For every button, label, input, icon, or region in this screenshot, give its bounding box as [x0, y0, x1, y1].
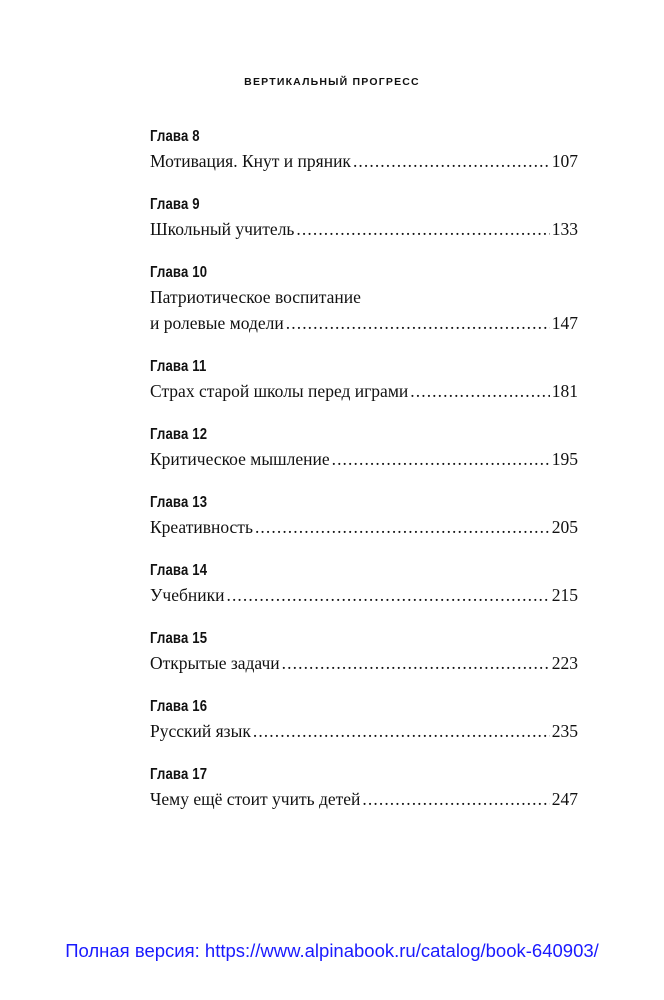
chapter-label: Глава 11 [150, 358, 207, 375]
toc-line[interactable] [150, 148, 578, 174]
chapter-label: Глава 14 [150, 562, 208, 579]
toc-entry [150, 764, 578, 812]
toc-line[interactable] [150, 310, 578, 336]
toc-entry [150, 194, 578, 242]
page-number: 195 [551, 449, 578, 469]
running-head: ВЕРТИКАЛЬНЫЙ ПРОГРЕСС [244, 76, 420, 88]
page-number: 147 [551, 313, 578, 333]
chapter-label: Глава 10 [150, 264, 208, 281]
page-number: 235 [551, 721, 578, 741]
chapter-label: Глава 16 [150, 698, 208, 715]
toc-entry [150, 492, 578, 540]
chapter-title: Страх старой школы перед играми [150, 381, 409, 401]
chapter-title: Открытые задачи [150, 653, 280, 673]
dot-leader [353, 148, 550, 174]
chapter-title: Русский язык [150, 721, 251, 741]
toc-line[interactable] [150, 378, 578, 404]
page-number: 215 [551, 585, 578, 605]
dot-leader [286, 310, 550, 336]
page-number: 223 [551, 653, 578, 673]
dot-leader [255, 514, 550, 540]
toc-line[interactable] [150, 718, 578, 744]
chapter-title: и ролевые модели [150, 313, 284, 333]
dot-leader [282, 650, 550, 676]
toc-entry [150, 560, 578, 608]
chapter-label: Глава 8 [150, 128, 200, 145]
toc-line[interactable] [150, 216, 578, 242]
toc-entry [150, 696, 578, 744]
chapter-title: Креативность [150, 517, 253, 537]
chapter-label: Глава 17 [150, 766, 208, 783]
full-version-link[interactable]: Полная версия: https://www.alpinabook.ru/catalog/book-640903/ [65, 940, 599, 961]
chapter-title: Школьный учитель [150, 219, 295, 239]
toc-line[interactable] [150, 582, 578, 608]
chapter-title: Критическое мышление [150, 449, 330, 469]
chapter-label: Глава 13 [150, 494, 208, 511]
toc-line[interactable] [150, 650, 578, 676]
toc-entry [150, 356, 578, 404]
dot-leader [296, 216, 549, 242]
page-number: 247 [551, 789, 578, 809]
chapter-title: Учебники [150, 585, 225, 605]
toc-line[interactable] [150, 514, 578, 540]
toc-entry [150, 628, 578, 676]
chapter-label: Глава 15 [150, 630, 208, 647]
dot-leader [410, 378, 549, 404]
dot-leader [362, 786, 549, 812]
table-of-contents [150, 126, 578, 832]
dot-leader [226, 582, 549, 608]
toc-entry [150, 262, 578, 336]
toc-line[interactable] [150, 786, 578, 812]
chapter-title-line: Патриотическое воспитание [150, 287, 361, 307]
toc-line[interactable] [150, 446, 578, 472]
page-number: 107 [551, 151, 578, 171]
chapter-title: Чему ещё стоит учить детей [150, 789, 361, 809]
dot-leader [332, 446, 550, 472]
toc-entry [150, 126, 578, 174]
chapter-label: Глава 9 [150, 196, 200, 213]
dot-leader [253, 718, 550, 744]
chapter-title: Мотивация. Кнут и пряник [150, 151, 351, 171]
page-number: 181 [551, 381, 578, 401]
page-number: 133 [551, 219, 578, 239]
chapter-label: Глава 12 [150, 426, 208, 443]
page-number: 205 [551, 517, 578, 537]
toc-entry [150, 424, 578, 472]
